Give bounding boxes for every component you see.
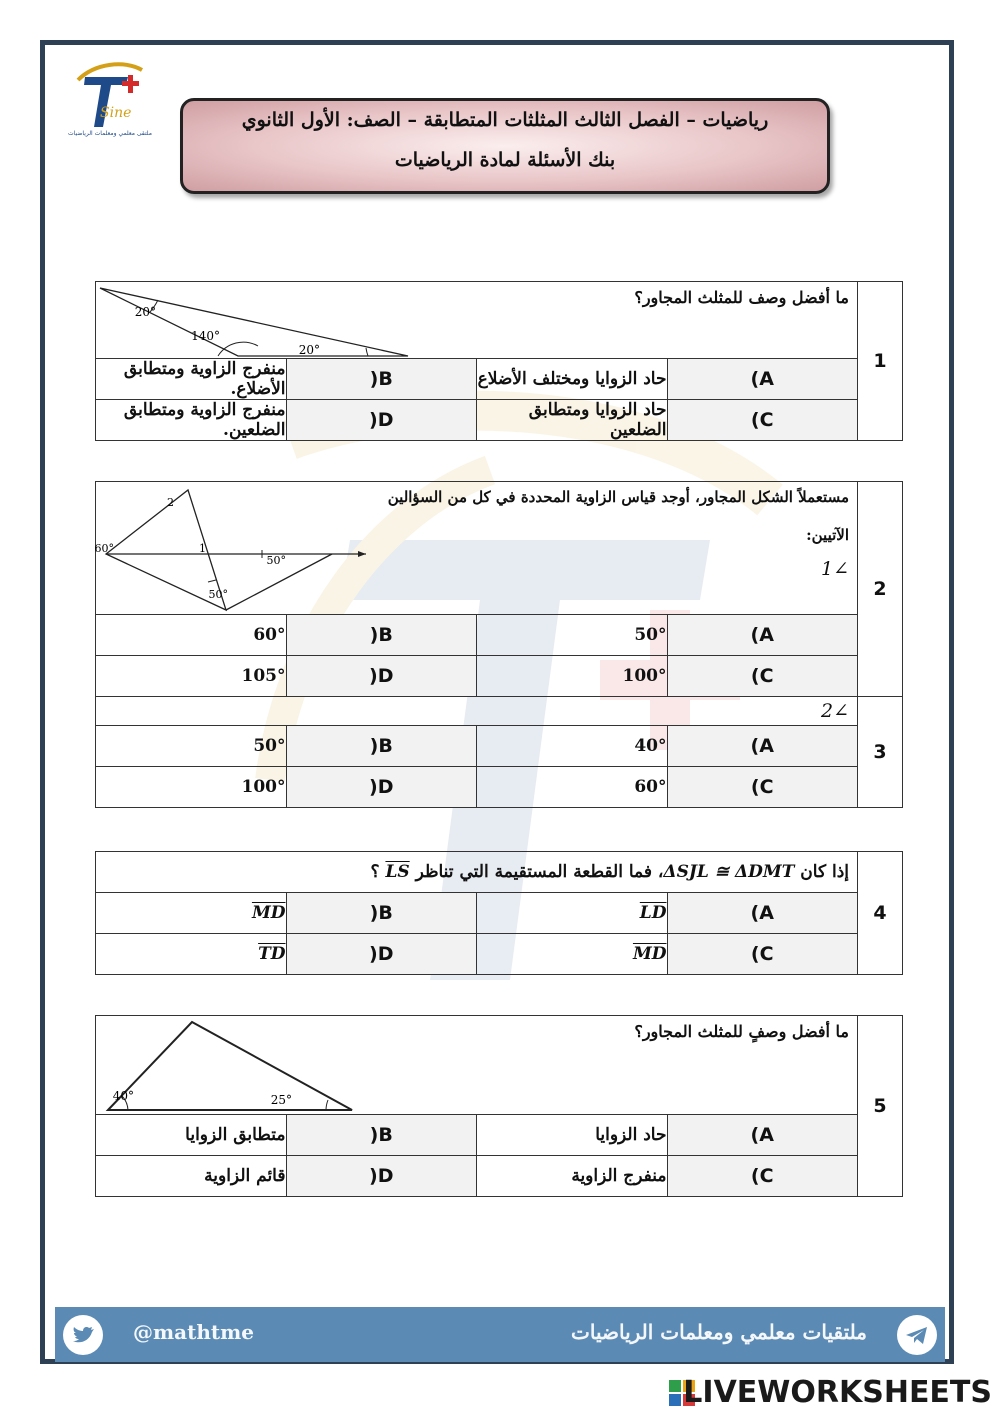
option-c-letter[interactable]: C) <box>667 934 858 975</box>
question-5 <box>95 1015 903 1197</box>
stem-text: ما أفضل وصف للمثلث المجاور؟ <box>634 288 849 307</box>
question-number: 5 <box>858 1016 903 1197</box>
option-c-letter[interactable]: C) <box>667 400 858 441</box>
stem-line-1: مستعملاً الشكل المجاور، أوجد قياس الزاوية المحددة في كل من السؤالين <box>387 488 849 506</box>
option-d-letter[interactable]: D( <box>286 934 477 975</box>
angle-figure <box>94 486 382 614</box>
option-a-letter[interactable]: A) <box>667 726 858 767</box>
footer-handle[interactable]: @mathtme <box>133 1320 255 1344</box>
question-number: 2 <box>858 482 903 697</box>
option-c-text[interactable]: منفرج الزاوية <box>477 1156 668 1197</box>
twitter-icon[interactable] <box>63 1315 103 1355</box>
sub-question-angle-2: ∠2 <box>96 697 858 726</box>
triangle-figure <box>98 284 418 358</box>
svg-text:20°: 20° <box>298 343 320 357</box>
option-c-letter[interactable]: C) <box>667 1156 858 1197</box>
option-d-letter[interactable]: D( <box>286 1156 477 1197</box>
option-c-letter[interactable]: C) <box>667 656 858 697</box>
option-c-text[interactable]: 60° <box>477 767 668 808</box>
option-a-letter[interactable]: A) <box>667 1115 858 1156</box>
question-stem: إذا كان ΔSJL ≅ ΔDMT، فما القطعة المستقيمة التي تناظر $\overline{LS}$ ؟ <box>96 852 858 893</box>
question-number: 4 <box>858 852 903 975</box>
option-d-text[interactable]: منفرج الزاوية ومتطابق الضلعين. <box>96 400 287 441</box>
svg-text:140°: 140° <box>191 329 220 343</box>
question-stem <box>96 282 858 359</box>
option-d-text[interactable]: 105° <box>96 656 287 697</box>
option-d-letter[interactable]: D( <box>286 767 477 808</box>
option-a-letter[interactable]: A) <box>667 893 858 934</box>
svg-text:1: 1 <box>199 542 206 555</box>
stem-line-2: الآتيين: <box>806 526 849 544</box>
question-stem <box>96 482 858 615</box>
svg-text:20°: 20° <box>134 305 156 319</box>
footer-title: ملتقيات معلمي ومعلمات الرياضيات <box>571 1320 867 1344</box>
stem-text: ما أفضل وصفٍ للمثلث المجاور؟ <box>634 1022 849 1041</box>
liveworksheets-brand: LIVEWORKSHEETS <box>683 1375 992 1410</box>
option-b-letter[interactable]: B( <box>286 1115 477 1156</box>
option-b-text[interactable]: 50° <box>96 726 287 767</box>
option-b-letter[interactable]: B( <box>286 893 477 934</box>
sub-question-angle-1: ∠1 <box>820 558 849 580</box>
question-stem <box>96 1016 858 1115</box>
telegram-icon[interactable] <box>897 1315 937 1355</box>
option-c-text[interactable]: 100° <box>477 656 668 697</box>
question-4 <box>95 851 903 975</box>
option-b-text[interactable]: متطابق الزوايا <box>96 1115 287 1156</box>
question-number: 3 <box>858 697 903 808</box>
option-c-text[interactable]: حاد الزوايا ومتطابق الضلعين <box>477 400 668 441</box>
option-a-text[interactable]: 40° <box>477 726 668 767</box>
svg-text:25°: 25° <box>270 1093 292 1107</box>
option-c-text[interactable]: MD <box>477 934 668 975</box>
option-a-letter[interactable]: A) <box>667 359 858 400</box>
option-d-letter[interactable]: D( <box>286 656 477 697</box>
svg-text:50°: 50° <box>208 588 228 601</box>
question-number: 1 <box>858 282 903 441</box>
svg-text:ملتقى معلمي ومعلمات الرياضيات: ملتقى معلمي ومعلمات الرياضيات <box>68 130 152 137</box>
option-b-letter[interactable]: B( <box>286 726 477 767</box>
footer-bar <box>55 1307 945 1362</box>
svg-text:50°: 50° <box>266 554 286 567</box>
svg-text:40°: 40° <box>112 1089 134 1103</box>
title-line-2: بنك الأسئلة لمادة الرياضيات <box>394 149 616 171</box>
option-d-letter[interactable]: D( <box>286 400 477 441</box>
option-b-letter[interactable]: B( <box>286 359 477 400</box>
option-d-text[interactable]: TD <box>96 934 287 975</box>
option-c-letter[interactable]: C) <box>667 767 858 808</box>
triangle-figure <box>104 1018 364 1114</box>
question-2-3 <box>95 481 903 808</box>
option-b-letter[interactable]: B( <box>286 615 477 656</box>
option-a-text[interactable]: 50° <box>477 615 668 656</box>
option-a-text[interactable]: حاد الزوايا <box>477 1115 668 1156</box>
option-d-text[interactable]: 100° <box>96 767 287 808</box>
svg-text:2: 2 <box>167 496 174 509</box>
option-a-letter[interactable]: A) <box>667 615 858 656</box>
option-a-text[interactable]: حاد الزوايا ومختلف الأضلاع <box>477 359 668 400</box>
question-1 <box>95 281 903 441</box>
brand-logo <box>70 55 150 140</box>
svg-text:60°: 60° <box>94 542 114 555</box>
option-b-text[interactable]: منفرج الزاوية ومتطابق الأضلاع. <box>96 359 287 400</box>
option-b-text[interactable]: MD <box>96 893 287 934</box>
title-line-1: رياضيات – الفصل الثالث المثلثات المتطابقة – الصف: الأول الثانوي <box>241 109 769 131</box>
title-banner <box>180 98 830 194</box>
option-a-text[interactable]: LD <box>477 893 668 934</box>
svg-text:Sine: Sine <box>100 105 132 121</box>
option-b-text[interactable]: 60° <box>96 615 287 656</box>
option-d-text[interactable]: قائم الزاوية <box>96 1156 287 1197</box>
